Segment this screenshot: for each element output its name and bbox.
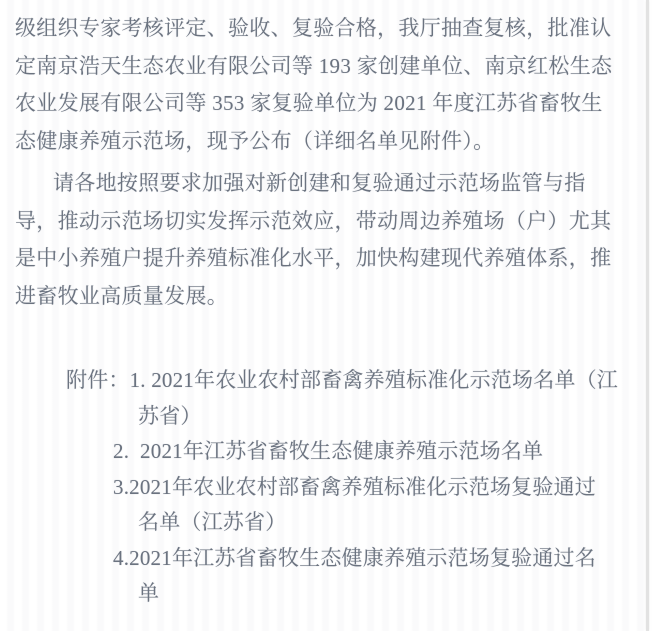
attachment-line-item-3: 3.2021年农业农村部畜禽养殖标准化示范场复验通过	[113, 474, 596, 499]
body-paragraph-2	[0, 165, 652, 315]
body-line: 请各地按照要求加强对新创建和复验通过示范场监管与指	[53, 171, 586, 195]
attachment-line-item-2: 2. 2021年江苏省畜牧生态健康养殖示范场名单	[113, 439, 544, 463]
page-edge-shadow	[646, 0, 649, 631]
body-line: 定南京浩天生态农业有限公司等 193 家创建单位、南京红松生态	[15, 53, 613, 78]
document-body	[0, 10, 652, 612]
attachment-line-item-3-continuation: 名单（江苏省）	[138, 510, 287, 534]
attachment-line-item-1: 附件：1. 2021年农业农村部畜禽养殖标准化示范场名单（江	[66, 368, 618, 392]
body-line: 进畜牧业高质量发展。	[15, 283, 228, 308]
body-line: 态健康养殖示范场，现予公布（详细名单见附件）。	[15, 128, 495, 153]
attachment-list	[0, 363, 652, 612]
attachment-line-item-4-continuation: 单	[138, 581, 160, 605]
body-line: 农业发展有限公司等 353 家复验单位为 2021 年度江苏省畜牧生	[15, 91, 603, 115]
body-line: 导，推动示范场切实发挥示范效应，带动周边养殖场（户）尤其	[15, 208, 612, 233]
body-paragraph-1	[0, 10, 652, 160]
attachment-line-item-1-continuation: 苏省）	[138, 403, 202, 428]
body-line: 级组织专家考核评定、验收、复验合格，我厅抽查复核，批准认	[15, 16, 612, 40]
attachment-line-item-4: 4.2021年江苏省畜牧生态健康养殖示范场复验通过名	[113, 545, 596, 570]
body-line: 是中小养殖户提升养殖标准化水平，加快构建现代养殖体系，推	[15, 246, 612, 270]
